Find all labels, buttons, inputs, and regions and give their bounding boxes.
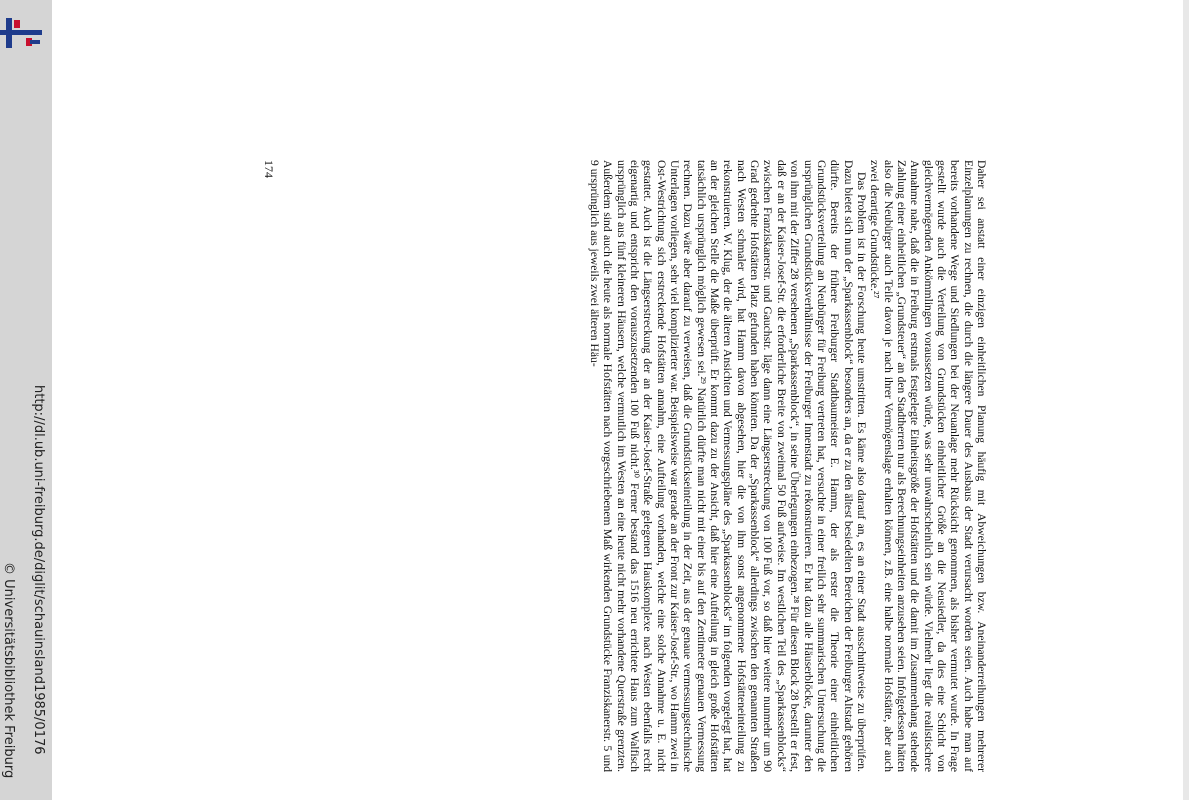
document-url[interactable]: http://dl.ub.uni-freiburg.de/diglit/schauinsland1985/0176 — [31, 385, 46, 755]
sidebar-caption — [0, 0, 52, 800]
viewer-sidebar — [0, 0, 52, 800]
paragraph-1: Daher sei anstatt einer einzigen einheitlichen Planung häufig mit Abweichungen bzw. Aneinanderreihungen mehrerer Einzelplanungen zu rechnen, die durch die längere Dauer des Ausbaus der Stadt verursacht worden seien. Auch habe man auf bereits vorhandene Wege und Siedlungen bei der Neuanlage mehr Rücksicht genommen, als bisher vermutet wurde. In Frage gestellt wurde auch die Verteilung von Grundstücken einheitlicher Größe an die Neusiedler, da dies eine Schicht von gleichvermögenden Ankömmlingen voraussetzen würde, was sehr unwahrscheinlich sein würde. Vielmehr liegt die realistischere Annahme nahe, daß die in Freiburg erstmals festgelegte Einheitsgröße der Hofstätten und die damit im Zusammenhang stehende Zahlung einer einheitlichen „Grundsteuer“ an den Stadtherren nur als Berechnungseinheiten anzusehen seien. Infolgedessen hätten also die Neubürger auch Teile davon je nach ihrer Vermögenslage erhalten können, z.B. eine halbe normale Hofstätte, aber auch zwei derartige Grundstücke.²⁷ — [868, 160, 988, 772]
page-number: 174 — [262, 160, 276, 178]
paragraph-2: Das Problem ist in der Forschung heute umstritten. Es käme also darauf an, es an einer Stadt ausschnittweise zu überprüfen. Dazu bietet sich nun der „Sparkassenblock“ besonders an, da er zu den ältest besiedelten Bereichen der Freiburger Altstadt gehören dürfte. Bereits der frühere Freiburger Stadtbaumeister E. Hamm, der als erster die Theorie einer einheitlichen Grundstücksverteilung an Neubürger für Freiburg vertreten hat, versuchte in einer freilich sehr summarischen Untersuchung die ursprünglichen Grundstücksverhältnisse der Freiburger Innenstadt zu rekonstruieren. Er hat dazu alle Häuserblöcke, darunter den von ihm mit der Ziffer 28 versehenen „Sparkassenblock“, in seine Überlegungen einbezogen.²⁸ Für diesen Block 28 bestellt er fest, daß er an der Kaiser-Josef-Str. die erforderliche Breite von zweimal 50 Fuß aufweise. Im westlichen Teil des „Sparkassenblocks“ zwischen Franziskanerstr. und Gauchstr. läge dann eine Längserstreckung von 100 Fuß vor, so daß hier weitere nunmehr um 90 Grad gedrehte Hofstätten Platz gefunden haben könnten. Da der „Sparkassenblock“ allerdings zwischen den genannten Straßen nach Westen schmaler wird, hat Hamm davon abgesehen, hier die von ihm sonst angenommene Hofstätteneinteilung zu rekonstruieren. W. Klug, der die älteren Ansichten und Vermessungspläne des „Sparkassenblocks“ im folgenden vorgelegt hat, hat an der gleichen Stelle die Maße überprüft. Er kommt dazu zu der Ansicht, daß hier eine Aufteilung in gleich große Hofstätten tatsächlich ursprünglich möglich gewesen sei.²⁹ Natürlich dürfte man nicht mit einer bis auf den Zentimeter genauen Vermessung rechnen. Dazu wäre aber darauf zu verweisen, daß die Grundstückseinteilung in der Zeit, aus der genaue vermessungstechnische Unterlagen vorliegen, sehr viel komplizierter war. Beispielsweise war gerade an der Front zur Kaiser-Josef-Str., wo Hamm zwei in Ost-Westrichtung sich erstreckende Hofstätten annahm, eine Aufteilung vorhanden, welche eine solche Annahme u. E. nicht gestattet. Auch ist die Längserstreckung der an der Kaiser-Josef-Straße gelegenen Hauskomplexe nach Westen ebenfalls recht eigenartig und entspricht den vorauszusetzenden 100 Fuß nicht.³⁰ Ferner bestand das 1516 neu errichtete Haus zum Walfisch ursprünglich aus fünf kleineren Häusern, welche vermutlich im Westen an eine heute nicht mehr vorhandene Querstraße grenzten. Außerdem sind auch die heute als normale Hofstätten nach vorgeschriebenem Maß wirkenden Grundstücke Franziskanerstr. 5 und 9 ursprünglich aus jeweils zwei älteren Häu- — [588, 160, 868, 772]
scrollbar-edge[interactable] — [1183, 0, 1189, 800]
scanned-page — [258, 160, 988, 772]
copyright-notice: © Universitätsbibliothek Freiburg — [1, 562, 16, 779]
